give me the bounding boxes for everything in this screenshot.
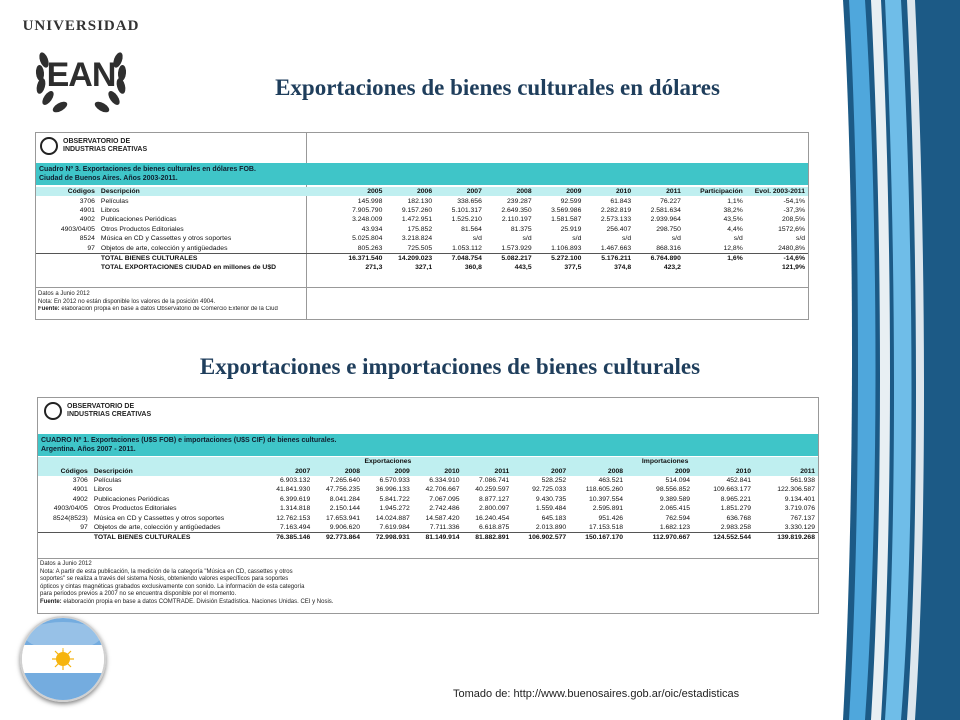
table-cell: 3.569.986 (551, 206, 582, 214)
table-cell: Objetos de arte, colección y antigüedades (100, 244, 228, 252)
table2-group-header (38, 457, 818, 466)
table-cell: 5.176.211 (584, 253, 634, 263)
table-cell: 17.653.941 (325, 514, 360, 522)
table-cell: -14,6% (746, 253, 808, 263)
table2-notes (40, 561, 420, 606)
table-cell: 2.595.891 (592, 505, 624, 513)
table-cell: 7.163.494 (279, 523, 311, 531)
table-cell: Códigos (38, 466, 91, 475)
table-cell: 239.287 (507, 197, 532, 205)
table-cell: 5.101.317 (451, 206, 482, 214)
table-cell: 2009 (535, 187, 585, 196)
table-cell: 43,5% (723, 216, 743, 224)
table1-caption-line1: Cuadro Nº 3. Exportaciones de bienes culturales en dólares FOB. (39, 166, 256, 173)
table-cell: 4902 (72, 495, 88, 503)
table-cell: 2.983.258 (720, 523, 752, 531)
table1-caption-line2: Ciudad de Buenos Aires. Años 2003-2011. (39, 175, 178, 182)
table-cell: 271,3 (365, 264, 383, 272)
table-cell: 175.852 (407, 225, 433, 233)
table-cell: 1,6% (684, 253, 746, 263)
table-cell: 14.209.023 (385, 253, 435, 263)
table-cell: 1.682.123 (659, 523, 691, 531)
argentina-flag-icon (20, 616, 106, 702)
table-cell: 1.314.818 (279, 505, 311, 513)
table-cell: Descripción (98, 187, 336, 196)
logo-university-name: UNIVERSIDAD (22, 18, 140, 34)
table-row (36, 206, 808, 215)
table-total-row (36, 263, 808, 272)
table-cell: 2011 (754, 466, 818, 475)
table-cell: 25.919 (560, 225, 582, 233)
table-cell: 40.259.597 (475, 486, 510, 494)
table1-note-2: Nota: En 2012 no están disponible los valores de la posición 4904. (38, 298, 216, 305)
table-cell: 2005 (336, 187, 386, 196)
table1-source-text: elaboración propia en base a datos Observatorio de Comercio Exterior de la Ciud (59, 306, 278, 312)
table-cell: 1,1% (727, 197, 743, 205)
table-cell: 2.013.890 (535, 523, 567, 531)
table-cell: 327,1 (415, 264, 433, 272)
table-cell: 17.153.518 (589, 523, 624, 531)
table-cell: Películas (100, 197, 129, 205)
table-cell: 92.725.033 (532, 486, 567, 494)
table-cell: 81.882.891 (463, 533, 513, 543)
table-cell: 725.505 (407, 244, 433, 252)
title-exports-imports: Exportaciones e importaciones de bienes culturales (199, 354, 701, 379)
table-cell: Publicaciones Periódicas (93, 495, 170, 503)
observatorio-line2: INDUSTRIAS CREATIVAS (63, 146, 148, 153)
table-cell: 1.472.951 (401, 216, 433, 224)
exports-imports-table-panel (37, 397, 819, 614)
table-cell: 5.272.100 (535, 253, 585, 263)
table2-note-1: Datos a Junio 2012 (40, 561, 92, 567)
table-cell: 5.841.722 (379, 495, 410, 503)
table-cell: s/d (733, 235, 743, 243)
table-cell: 14.587.420 (425, 514, 460, 522)
table-cell: 150.167.170 (569, 533, 626, 543)
group-importaciones: Importaciones (512, 457, 818, 466)
table-cell: 2011 (463, 466, 513, 475)
table-cell: 112.970.667 (626, 533, 693, 543)
table-cell: 182.130 (407, 197, 433, 205)
table-cell: 8.877.127 (479, 495, 510, 503)
table-cell: 10.397.554 (589, 495, 624, 503)
table-cell: 81.149.914 (413, 533, 463, 543)
observatorio-circle-icon (44, 402, 62, 420)
table-cell: 5.025.804 (352, 235, 383, 243)
table-cell: 47.756.235 (325, 486, 360, 494)
table-cell: 1.559.484 (535, 505, 567, 513)
table-cell: TOTAL BIENES CULTURALES (91, 533, 264, 543)
table-cell: 423,2 (663, 264, 681, 272)
observatorio-line1: OBSERVATORIO DE (67, 403, 135, 410)
table-cell: 514.094 (665, 476, 691, 484)
table-cell: 109.663.177 (713, 486, 752, 494)
table-cell: s/d (522, 235, 532, 243)
table-cell: 3706 (79, 197, 95, 205)
table-cell: Música en CD y Cassettes y otros soportes (100, 235, 232, 243)
table-cell: 1.525.210 (451, 216, 482, 224)
table-cell: Publicaciones Periódicas (100, 216, 177, 224)
group-exportaciones: Exportaciones (263, 457, 512, 466)
table-row (38, 476, 818, 485)
table-cell: 9.389.589 (659, 495, 691, 503)
table-cell: 868.316 (656, 244, 681, 252)
table-cell: s/d (671, 235, 681, 243)
table-cell: 2008 (485, 187, 535, 196)
table2-source-text: elaboración propia en base a datos COMTRADE. División Estadística. Naciones Unidas. CEI y Nosis. (61, 598, 334, 605)
table-cell: 2008 (313, 466, 363, 475)
table-cell: s/d (572, 235, 582, 243)
table-cell: 121,9% (781, 264, 805, 272)
exports-imports-table (38, 457, 818, 543)
table-cell: 8524 (79, 235, 95, 243)
table-cell: Participación (684, 187, 746, 196)
table-cell: 42.706.667 (425, 486, 460, 494)
table-cell: 528.252 (541, 476, 567, 484)
table-cell: Películas (93, 476, 122, 484)
university-logo (22, 18, 140, 118)
table-cell: 463.521 (598, 476, 624, 484)
table-cell: -54,1% (783, 197, 805, 205)
table-cell: 452.841 (726, 476, 752, 484)
table-cell: 9.134.401 (784, 495, 815, 503)
table-cell: 805.263 (357, 244, 383, 252)
table-cell: s/d (795, 235, 805, 243)
table-cell: 2006 (385, 187, 435, 196)
table-cell: 4903/04/05 (60, 225, 95, 233)
table-row (36, 196, 808, 205)
table-cell: 8524(8523) (53, 514, 88, 522)
table-cell: 124.552.544 (693, 533, 754, 543)
observatorio-circle-icon (40, 137, 58, 155)
table1-caption (36, 163, 808, 185)
table-row (38, 504, 818, 513)
table-cell (684, 263, 746, 272)
table-cell: 36.996.133 (375, 486, 410, 494)
table-cell: 98.556.852 (656, 486, 691, 494)
table-cell: 4901 (72, 486, 88, 494)
table-cell: 1.851.279 (720, 505, 752, 513)
table-cell: 81.564 (461, 225, 482, 233)
table-cell: 16.240.454 (475, 514, 510, 522)
table-row (38, 485, 818, 494)
table-cell: 118.605.260 (585, 486, 624, 494)
source-link[interactable]: Tomado de: http://www.buenosaires.gob.ar/oic/estadisticas (453, 688, 740, 700)
table-row (38, 513, 818, 522)
table-cell: 76.385.146 (263, 533, 313, 543)
table-cell: 1.106.893 (551, 244, 582, 252)
table2-caption-line1: CUADRO Nº 1. Exportaciones (U$S FOB) e importaciones (U$S CIF) de bienes culturales. (41, 437, 337, 444)
table-cell: 2.939.964 (650, 216, 681, 224)
table-cell: 72.998.931 (363, 533, 413, 543)
table-cell: Descripción (91, 466, 264, 475)
table-cell: 9.430.735 (535, 495, 567, 503)
table-cell: 2009 (363, 466, 413, 475)
table-cell: 14.024.887 (375, 514, 410, 522)
table-cell: 2010 (413, 466, 463, 475)
table-cell: 7.048.754 (435, 253, 485, 263)
table-cell: 2.742.486 (429, 505, 460, 513)
table-cell: 443,5 (514, 264, 532, 272)
table-row (36, 243, 808, 253)
table-row (36, 225, 808, 234)
table-cell: 145.998 (357, 197, 383, 205)
table-header-row (36, 187, 808, 196)
table2-note-2: Nota: A partir de esta publicación, la medición de la categoría "Música en CD, cassettes y otros (40, 568, 293, 575)
table-cell: 6.570.933 (379, 476, 410, 484)
table-cell: 2.800.097 (479, 505, 510, 513)
table-cell: Libros (93, 486, 113, 494)
table-cell: 12,8% (723, 244, 743, 252)
table-cell: 2010 (584, 187, 634, 196)
table-cell: 38,2% (723, 206, 743, 214)
table-cell: 9.906.620 (329, 523, 360, 531)
table-cell: 951.426 (598, 514, 624, 522)
table-cell: 298.750 (656, 225, 681, 233)
table-cell: 6.334.910 (429, 476, 460, 484)
table-cell: 1.573.929 (501, 244, 532, 252)
table-header-row (38, 466, 818, 475)
table-cell: 3.330.129 (784, 523, 815, 531)
table-cell: 2011 (634, 187, 684, 196)
table-cell: 92.773.864 (313, 533, 363, 543)
table-cell: 5.082.217 (485, 253, 535, 263)
table-cell: 7.265.640 (329, 476, 360, 484)
table1-source-label: Fuente: (38, 306, 60, 312)
table-cell: 2009 (626, 466, 693, 475)
table-cell: 12.762.153 (276, 514, 311, 522)
table-cell: 208,5% (781, 216, 805, 224)
table-row (38, 523, 818, 533)
table-cell: 2.573.133 (600, 216, 632, 224)
table2-note-4: ópticos y cintas magnéticas grabados exclusivamente con sonido. La información de esta categoría (40, 583, 305, 590)
table-cell: 41.841.930 (276, 486, 311, 494)
table-cell: 61.843 (610, 197, 632, 205)
table2-caption-line2: Argentina. Años 2007 - 2011. (41, 446, 136, 453)
table-cell: 8.965.221 (720, 495, 752, 503)
table-cell: 2.110.197 (501, 216, 532, 224)
table-cell: 2.150.144 (329, 505, 360, 513)
table-cell: 256.407 (606, 225, 632, 233)
table-cell: Otros Productos Editoriales (100, 225, 184, 233)
table-cell: TOTAL EXPORTACIONES CIUDAD en millones de U$D (100, 264, 277, 272)
table-cell: -37,3% (783, 206, 805, 214)
logo-ean: EAN (46, 56, 116, 94)
table-cell: 122.306.587 (777, 486, 815, 494)
exports-table (36, 187, 808, 273)
table-cell: 7.905.790 (352, 206, 383, 214)
table-cell: Otros Productos Editoriales (93, 505, 177, 513)
table-cell: 97 (87, 244, 95, 252)
decorative-stripes (835, 0, 960, 720)
table-total-row (38, 533, 818, 543)
table-cell: 3706 (72, 476, 88, 484)
table-cell: 43.934 (361, 225, 383, 233)
observatorio-line2: INDUSTRIAS CREATIVAS (67, 411, 152, 418)
table-cell: 767.137 (790, 514, 815, 522)
table-cell: 139.819.268 (754, 533, 818, 543)
table-cell (38, 533, 91, 543)
table-cell: 4,4% (727, 225, 743, 233)
table-cell: 3.218.824 (401, 235, 433, 243)
table-cell: 2007 (263, 466, 313, 475)
table-cell: 4903/04/05 (53, 505, 88, 513)
table-cell: 1.581.587 (551, 216, 582, 224)
title-exports: Exportaciones de bienes culturales en dólares (275, 75, 720, 100)
table-cell: 338.656 (457, 197, 482, 205)
table-cell: 762.594 (665, 514, 691, 522)
table-cell: 377,5 (564, 264, 582, 272)
table-cell: 2480,8% (778, 244, 805, 252)
table-cell: 7.086.741 (479, 476, 510, 484)
table-cell: 6.618.875 (479, 523, 510, 531)
table1-notes (38, 291, 308, 314)
table-cell: 2.282.819 (600, 206, 632, 214)
table-cell: 4901 (79, 206, 95, 214)
table-cell: 2010 (693, 466, 754, 475)
table-cell: s/d (622, 235, 632, 243)
table-cell: Música en CD y Cassettes y otros soportes (93, 514, 225, 522)
table-cell: Libros (100, 206, 120, 214)
table2-caption (38, 434, 818, 456)
table-cell (36, 253, 98, 263)
table-cell: Códigos (36, 187, 98, 196)
exports-table-panel (35, 132, 809, 320)
table-total-row (36, 253, 808, 263)
table-cell: 7.619.984 (379, 523, 410, 531)
table-cell: 8.041.284 (329, 495, 360, 503)
table-cell: 92.599 (560, 197, 582, 205)
table2-note-5: para periodos previos a 2007 no se encuentra disponible por el momento. (40, 591, 237, 597)
table2-source-label: Fuente: (40, 598, 62, 605)
table-cell: 4902 (79, 216, 95, 224)
table-cell: 76.227 (660, 197, 681, 205)
table-cell: 2.065.415 (659, 505, 691, 513)
table-cell: 1.945.272 (379, 505, 410, 513)
table-cell: 1.053.112 (452, 244, 482, 252)
table-cell: 2007 (435, 187, 485, 196)
table-cell: 360,8 (464, 264, 482, 272)
table-cell: 106.902.577 (512, 533, 569, 543)
table-cell: TOTAL BIENES CULTURALES (98, 253, 336, 263)
table-cell: 7.711.336 (429, 523, 460, 531)
table-cell: 6.399.619 (279, 495, 311, 503)
table-cell: 1572,6% (778, 225, 805, 233)
table-cell: 6.764.890 (634, 253, 684, 263)
table-cell: 2007 (512, 466, 569, 475)
table-cell: 374,8 (614, 264, 632, 272)
table-cell: 97 (80, 523, 88, 531)
table-cell: Objetos de arte, colección y antigüedades (93, 523, 221, 531)
table-cell: 9.157.260 (401, 206, 433, 214)
table-cell: 3.719.076 (784, 505, 815, 513)
table-cell: 561.938 (790, 476, 815, 484)
table-cell: 2.649.350 (501, 206, 532, 214)
table-row (36, 234, 808, 243)
table-cell: 16.371.540 (336, 253, 386, 263)
observatorio-line1: OBSERVATORIO DE (63, 138, 131, 145)
table-cell: s/d (472, 235, 482, 243)
table-cell: 3.248.009 (352, 216, 383, 224)
table-row (36, 215, 808, 224)
table-cell: 6.903.132 (279, 476, 311, 484)
table2-note-3: soportes" se realiza a través del sistema Nosis, obteniendo valores específicos para soportes (40, 576, 289, 582)
observatorio-logo (40, 137, 147, 155)
table-cell: 7.067.095 (429, 495, 460, 503)
table-cell: 636.768 (726, 514, 752, 522)
table1-note-1: Datos a Junio 2012 (38, 291, 90, 297)
table-cell: 645.183 (541, 514, 567, 522)
observatorio-logo-2 (44, 402, 151, 420)
table-cell: 1.467.663 (600, 244, 632, 252)
table-cell (36, 263, 98, 272)
table-cell: 81.375 (510, 225, 532, 233)
table-cell: Evol. 2003-2011 (746, 187, 808, 196)
table-row (38, 495, 818, 504)
table-cell: 2008 (569, 466, 626, 475)
table-cell: 2.581.634 (650, 206, 681, 214)
